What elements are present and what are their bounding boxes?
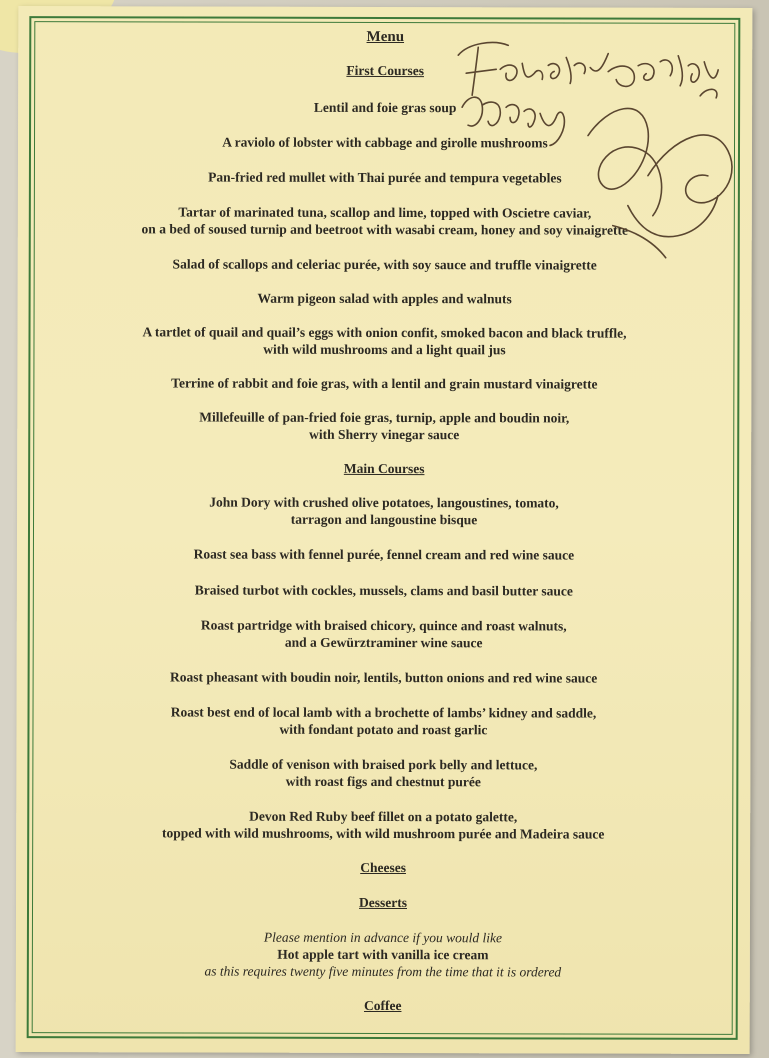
menu-title: Menu (366, 28, 405, 46)
desserts-note-highlight: Hot apple tart with vanilla ice cream (277, 946, 489, 963)
section-heading-desserts: Desserts (359, 894, 408, 911)
menu-item-line: with wild mushrooms and a light quail jus (263, 341, 506, 358)
desserts-note (42, 928, 724, 981)
menu-card (16, 6, 753, 1054)
menu-item-line: on a bed of soused turnip and beetroot with wasabi cream, honey and soy vinaigrette (141, 221, 629, 238)
menu-item (44, 289, 726, 308)
menu-item (43, 493, 725, 529)
menu-item (43, 668, 725, 687)
section-heading-coffee: Coffee (363, 997, 402, 1014)
menu-item (43, 374, 725, 393)
section-heading-first-courses: First Courses (346, 62, 425, 79)
menu-item-line: Tartar of marinated tuna, scallop and lime, topped with Oscietre caviar, (178, 204, 592, 221)
desserts-note-line: Please mention in advance if you would like (263, 929, 502, 946)
section-heading-cheeses: Cheeses (360, 859, 407, 876)
menu-item-line: Roast pheasant with boudin noir, lentils, button onions and red wine sauce (169, 669, 598, 686)
menu-item-line: Pan-fried red mullet with Thai purée and tempura vegetables (208, 169, 562, 186)
handwritten-signature (438, 25, 749, 266)
menu-item (43, 545, 725, 564)
menu-item-line: A raviolo of lobster with cabbage and girolle mushrooms (222, 134, 548, 151)
menu-item-line: Salad of scallops and celeriac purée, with soy sauce and truffle vinaigrette (172, 256, 597, 273)
signature-strokes (458, 42, 733, 257)
menu-item-line: Lentil and foie gras soup (313, 99, 457, 116)
menu-item-line: John Dory with crushed olive potatoes, langoustines, tomato, (209, 494, 559, 511)
menu-item-line: Warm pigeon salad with apples and walnuts (257, 290, 512, 307)
menu-item-line: Roast sea bass with fennel purée, fennel cream and red wine sauce (193, 546, 575, 563)
menu-item (42, 755, 724, 791)
menu-item-line: Roast partridge with braised chicory, quince and roast walnuts, (200, 617, 567, 634)
menu-item-line: A tartlet of quail and quail’s eggs with onion confit, smoked bacon and black truffle, (142, 324, 627, 341)
menu-item-line: Braised turbot with cockles, mussels, clams and basil butter sauce (194, 582, 573, 599)
menu-item-line: with roast figs and chestnut purée (285, 773, 481, 790)
menu-item-line: Terrine of rabbit and foie gras, with a lentil and grain mustard vinaigrette (171, 375, 598, 392)
menu-item-line: Saddle of venison with braised pork belly and lettuce, (229, 756, 538, 773)
menu-item-line: tarragon and langoustine bisque (290, 511, 478, 528)
section-heading-main-courses: Main Courses (343, 460, 425, 477)
menu-item-line: and a Gewürztraminer wine sauce (284, 634, 483, 651)
menu-item-line: Roast best end of local lamb with a brochette of lambs’ kidney and saddle, (170, 704, 597, 721)
main-courses-list (42, 493, 725, 843)
desserts-note-line: as this requires twenty five minutes from the time that it is ordered (204, 963, 562, 980)
menu-item-line: Millefeuille of pan-fried foie gras, turnip, apple and boudin noir, (199, 409, 570, 426)
menu-item-line: with fondant potato and roast garlic (279, 721, 488, 738)
menu-item (43, 323, 725, 359)
menu-item-line: Devon Red Ruby beef fillet on a potato galette, (249, 808, 518, 825)
menu-item-line: with Sherry vinegar sauce (309, 426, 460, 443)
menu-item (42, 703, 724, 739)
menu-item (43, 408, 725, 444)
menu-item (43, 581, 725, 600)
menu-item (42, 807, 724, 843)
menu-item (43, 616, 725, 652)
menu-item-line: topped with wild mushrooms, with wild mushroom purée and Madeira sauce (161, 825, 605, 842)
